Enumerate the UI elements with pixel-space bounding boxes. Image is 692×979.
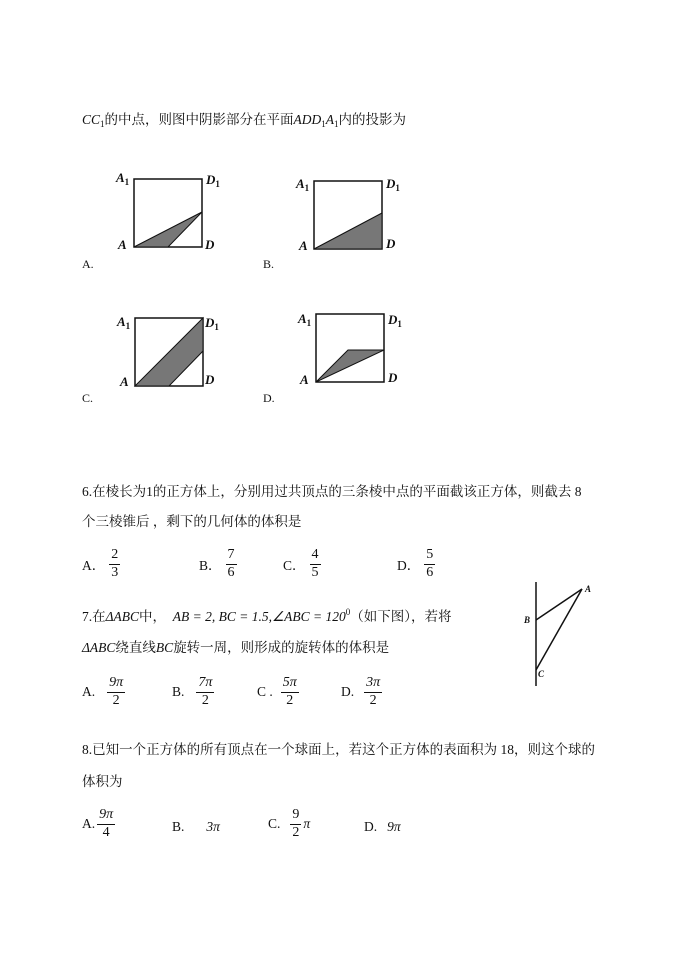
q6-stem-line2: 个三棱锥后 ，剩下的几何体的体积是 [82, 514, 302, 529]
q7-figure-label-b: B [524, 615, 531, 625]
q7-option-a-fraction: $\frac{9\pi}{2}$ [109, 675, 124, 708]
q5-label-a-a1: $A_1$ [116, 170, 130, 187]
q6-option-b[interactable] [199, 548, 237, 580]
q5-label-a-d1: $D_1$ [206, 172, 220, 189]
q6-option-d-fraction: $\frac{5}{6}$ [426, 547, 434, 580]
q5-label-c-a1: $A_1$ [117, 314, 131, 331]
q5-label-d-d: D [388, 370, 398, 385]
q7-option-d[interactable] [341, 676, 382, 708]
q7-figure-label-a: A [585, 584, 592, 594]
q5-label-d-d1: $D_1$ [388, 312, 402, 329]
q6-option-a-label: A． [82, 558, 106, 574]
q8-option-c-label: C. [268, 816, 281, 832]
q6-option-c-label: C． [283, 558, 306, 574]
q5-diagram-b [314, 181, 382, 249]
q5-text-b: 内的投影为 [338, 112, 407, 127]
q7-stem-line2 [82, 636, 389, 656]
q7-option-d-fraction: $\frac{3\pi}{2}$ [366, 675, 381, 708]
q7-option-c[interactable] [257, 676, 299, 708]
q7-triangle: ΔABC [105, 609, 140, 624]
q6-option-a[interactable] [82, 548, 120, 580]
q5-label-d-a1: $A_1$ [298, 311, 312, 328]
q5-edge-math: CC [82, 112, 101, 127]
q5-option-d[interactable]: D. [263, 391, 275, 405]
q5-diagram-c [135, 318, 203, 386]
q5-plane-sub1: 1 [321, 119, 326, 129]
q7-axis-bc: BC [155, 640, 174, 655]
q6-option-a-fraction: $\frac{2}{3}$ [111, 547, 119, 580]
q6-stem-line1: 6.在棱长为1的正方体上，分别用过共顶点的三条棱中点的平面截该正方体，则截去 8 [82, 484, 582, 499]
q7-conditions: AB = 2, BC = 1.5,∠ABC = 120 [172, 609, 346, 624]
q8-option-d-value: 9π [387, 819, 401, 834]
q8-option-a-fraction: $\frac{9\pi}{4}$ [99, 807, 114, 840]
q5-label-a-a: A [118, 237, 127, 252]
q7-option-c-label: C . [257, 684, 273, 700]
q8-option-b[interactable] [172, 819, 220, 835]
q7-degree-sup: 0 [345, 607, 351, 617]
q5-label-a-d: D [205, 237, 215, 252]
q7-text-c: （如下图），若将 [350, 609, 452, 624]
q8-option-a[interactable] [82, 808, 115, 840]
q7-option-b-label: B. [172, 684, 185, 700]
q5-label-b-a: A [299, 238, 308, 253]
q5-label-c-d1: $D_1$ [205, 315, 219, 332]
q8-stem-line1: 8.已知一个正方体的所有顶点在一个球面上，若这个正方体的表面积为 18，则这个球的 [82, 742, 595, 757]
q5-label-c-a: A [120, 374, 129, 389]
q5-label-b-d: D [386, 236, 396, 251]
q7-text-b: 中， [139, 609, 167, 624]
q5-label-b-d1: $D_1$ [386, 176, 400, 193]
q5-diagram-d [316, 314, 384, 382]
q7-option-b[interactable] [172, 676, 214, 708]
q5-plane-math2: A [325, 112, 335, 127]
q5-label-c-d: D [205, 372, 215, 387]
q5-diagrams [0, 0, 692, 430]
q6-option-b-label: B． [199, 558, 222, 574]
q7-text-d: 绕直线 [115, 640, 156, 655]
q8-option-b-value: 3π [206, 819, 220, 834]
q5-label-d-a: A [300, 372, 309, 387]
q7-option-a-label: A. [82, 684, 96, 700]
q8-option-b-label: B. [172, 819, 185, 834]
q6-option-d-label: D． [397, 558, 421, 574]
q6-option-b-fraction: $\frac{7}{6}$ [227, 547, 235, 580]
q7-option-d-label: D. [341, 684, 355, 700]
q7-option-a[interactable] [82, 676, 125, 708]
q5-option-a[interactable]: A. [82, 257, 94, 271]
q5-option-b[interactable]: B. [263, 257, 275, 271]
q7-figure-label-c: C [538, 669, 545, 679]
q5-plane-math: ADD [293, 112, 322, 127]
q7-text-e: 旋转一周，则形成的旋转体的体积是 [173, 640, 390, 655]
q7-option-c-fraction: $\frac{5\pi}{2}$ [282, 675, 297, 708]
q7-triangle-2: ΔABC [82, 640, 116, 655]
q5-label-b-a1: $A_1$ [296, 176, 310, 193]
q5-edge-sub: 1 [100, 119, 105, 129]
q8-option-d-label: D. [364, 819, 378, 834]
q6-option-d[interactable] [397, 548, 435, 580]
q8-option-c-pi: π [303, 816, 311, 832]
q6-option-c-fraction: $\frac{4}{5}$ [311, 547, 319, 580]
q5-text-a: 的中点，则图中阴影部分在平面 [104, 112, 294, 127]
q8-option-a-label: A. [82, 816, 96, 832]
q7-stem-line1 [82, 605, 451, 625]
q8-option-c[interactable] [268, 808, 310, 840]
q7-option-b-fraction: $\frac{7\pi}{2}$ [198, 675, 213, 708]
q8-option-c-fraction: $\frac{9}{2}$ [292, 807, 300, 840]
q5-diagram-a [134, 179, 202, 247]
q6-option-c[interactable] [283, 548, 321, 580]
q8-option-d[interactable] [364, 819, 401, 835]
q5-option-c[interactable]: C. [82, 391, 94, 405]
q8-stem-line2: 体积为 [82, 774, 123, 789]
q7-triangle-figure [515, 578, 605, 688]
q5-plane-sub2: 1 [334, 119, 339, 129]
q7-text-a: 7.在 [82, 609, 106, 624]
